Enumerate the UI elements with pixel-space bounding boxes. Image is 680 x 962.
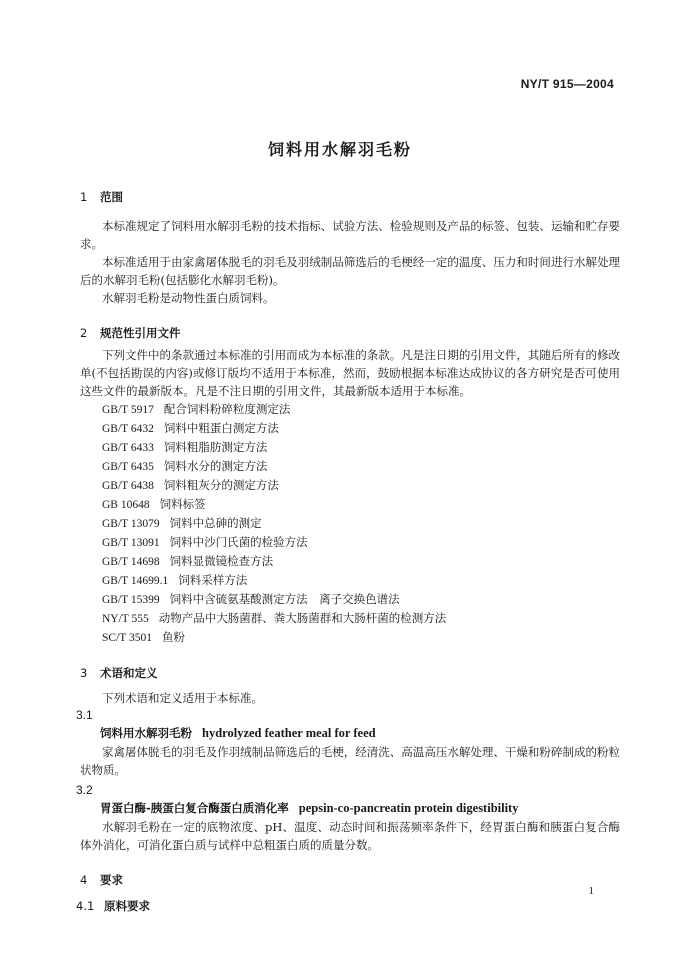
terms-intro: 下列术语和定义适用于本标准。 (102, 691, 263, 705)
term-en: hydrolyzed feather meal for feed (202, 726, 376, 740)
ref-code: GB/T 6433 (102, 442, 154, 454)
reference-list (80, 400, 620, 647)
term-cn: 胃蛋白酶-胰蛋白复合酶蛋白质消化率 (100, 801, 289, 815)
term-cn: 饲料用水解羽毛粉 (100, 726, 192, 740)
document-body (76, 188, 620, 915)
section-1-heading (80, 188, 620, 206)
subsection-4-1-heading (76, 897, 620, 915)
reference-item (80, 609, 620, 628)
ref-code: GB/T 13091 (102, 537, 160, 549)
ref-code: GB/T 13079 (102, 518, 160, 530)
ref-code: GB/T 6432 (102, 423, 154, 435)
ref-title: 饲料中总砷的测定 (169, 516, 262, 530)
ref-title: 饲料标签 (159, 497, 206, 511)
subsection-title: 原料要求 (104, 899, 150, 913)
ref-title: 配合饲料粉碎粒度测定法 (163, 402, 291, 416)
scope-paragraph: 本标准适用于由家禽屠体脱毛的羽毛及羽绒制品筛选后的毛梗经一定的温度、压力和时间进行水解处理后的水解羽毛粉(包括膨化水解羽毛粉)。 (80, 255, 620, 287)
section-number: 3 (80, 666, 88, 680)
ref-title: 饲料中沙门氏菌的检验方法 (169, 535, 308, 549)
ref-title: 饲料中含硫氨基酸测定方法 离子交换色谱法 (169, 592, 400, 606)
subsection-number: 3.1 (76, 708, 93, 722)
section-title: 要求 (100, 873, 123, 887)
page-number: 1 (588, 885, 594, 897)
reference-item (80, 419, 620, 438)
ref-title: 饲料水分的测定方法 (163, 459, 268, 473)
ref-code: GB/T 14698 (102, 556, 160, 568)
ref-title: 饲料显微镜检查方法 (169, 554, 274, 568)
ref-code: GB 10648 (102, 499, 150, 511)
section-title: 范围 (100, 190, 123, 204)
term-definition: 家禽屠体脱毛的羽毛及作羽绒制品筛选后的毛梗，经清洗、高温高压水解处理、干燥和粉碎制成的粉粒状物质。 (80, 745, 620, 777)
subsection-number: 4.1 (76, 899, 95, 913)
reference-item (80, 533, 620, 552)
ref-code: GB/T 15399 (102, 594, 160, 606)
reference-item (80, 571, 620, 590)
section-3-heading (80, 664, 620, 682)
standard-code: NY/T 915—2004 (520, 77, 614, 91)
reference-item (80, 476, 620, 495)
ref-code: GB/T 14699.1 (102, 575, 169, 587)
section-4-heading (80, 871, 620, 889)
ref-title: 饲料粗脂肪测定方法 (163, 440, 268, 454)
section-2-heading (80, 324, 620, 342)
references-intro: 下列文件中的条款通过本标准的引用而成为本标准的条款。凡是注日期的引用文件，其随后所有的修改单(不包括勘误的内容)或修订版均不适用于本标准，然而，鼓励根据本标准达成协议的各方研究是否可使用这些文件的最新版本。凡是不注日期的引用文件，其最新版本适用于本标准。 (80, 348, 620, 398)
section-title: 术语和定义 (100, 666, 158, 680)
term-definition: 水解羽毛粉在一定的底物浓度、pH、温度、动态时间和振荡频率条件下，经胃蛋白酶和胰蛋白复合酶体外消化，可消化蛋白质与试样中总粗蛋白质的质量分数。 (80, 820, 620, 852)
reference-item (80, 495, 620, 514)
reference-item (80, 628, 620, 647)
ref-title: 饲料中粗蛋白测定方法 (163, 421, 279, 435)
section-title: 规范性引用文件 (100, 326, 181, 340)
term-heading (80, 799, 620, 818)
ref-code: NY/T 555 (102, 613, 149, 625)
scope-paragraph: 水解羽毛粉是动物性蛋白质饲料。 (102, 291, 275, 305)
ref-title: 鱼粉 (161, 630, 185, 644)
document-title: 饲料用水解羽毛粉 (267, 140, 412, 159)
reference-item (80, 514, 620, 533)
reference-item (80, 400, 620, 419)
term-heading (80, 724, 620, 743)
reference-item (80, 438, 620, 457)
ref-title: 饲料采样方法 (178, 573, 248, 587)
reference-item (80, 590, 620, 609)
ref-title: 饲料粗灰分的测定方法 (163, 478, 279, 492)
scope-paragraph: 本标准规定了饲料用水解羽毛粉的技术指标、试验方法、检验规则及产品的标签、包装、运输和贮存要求。 (80, 219, 620, 251)
reference-item (80, 457, 620, 476)
ref-code: SC/T 3501 (102, 632, 152, 644)
term-en: pepsin-co-pancreatin protein digestibility (298, 801, 519, 815)
ref-code: GB/T 6435 (102, 461, 154, 473)
ref-code: GB/T 5917 (102, 404, 154, 416)
subsection-number: 3.2 (76, 783, 93, 797)
section-number: 2 (80, 326, 88, 340)
section-number: 1 (80, 190, 88, 204)
reference-item (80, 552, 620, 571)
section-number: 4 (80, 873, 88, 887)
ref-title: 动物产品中大肠菌群、粪大肠菌群和大肠杆菌的检测方法 (158, 611, 447, 625)
ref-code: GB/T 6438 (102, 480, 154, 492)
